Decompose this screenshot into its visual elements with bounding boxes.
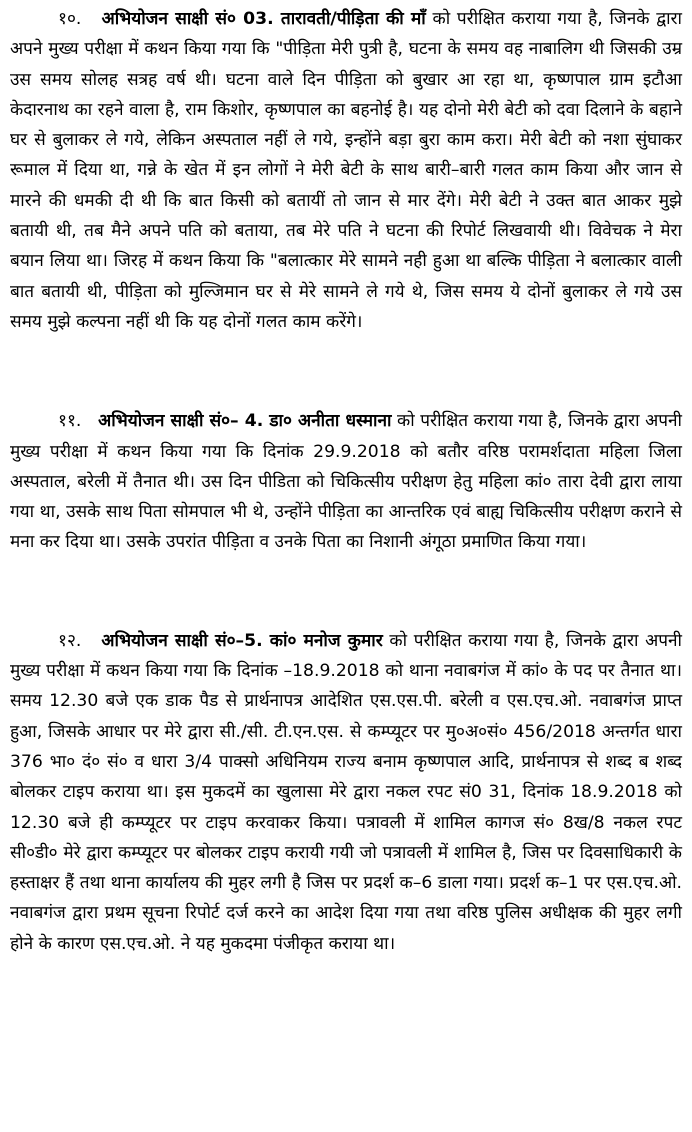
witness-heading: अभियोजन साक्षी सं०–5. कां० मनोज कुमार <box>101 630 383 651</box>
paragraph-body: को परीक्षित कराया गया है, जिनके द्वारा अपनी मुख्य परीक्षा में कथन किया गया कि दिनांक –18.9.2018 को थाना नवाबगंज में कां० के पद पर तैनात था। समय 12.30 बजे एक डाक पैड से प्रार्थनापत्र आदेशित एस.एस.पी. बरेली व एस.एच.ओ. नवाबगंज प्राप्त हुआ, जिसके आधार पर मेरे द्वारा सी./सी. टी.एन.एस. से कम्प्यूटर पर मु०अ०सं० 456/2018 अन्तर्गत धारा 376 भा० दं० सं० व धारा 3/4 पाक्सो अधिनियम राज्य बनाम कृष्णपाल आदि, प्रार्थनापत्र से शब्द ब शब्द बोलकर टाइप कराया था। इस मुकदमें का खुलासा मेरे द्वारा नकल रपट सं0 31, दिनांक 18.9.2018 को 12.30 बजे ही कम्प्यूटर पर टाइप करवाकर किया। पत्रावली में शामिल कागज सं० 8ख/8 नकल रपट सी०डी० मेरे द्वारा कम्प्यूटर पर बोलकर टाइप करायी गयी जो पत्रावली में शामिल है, जिस पर दिवसाधिकारी के हस्ताक्षर हैं तथा थाना कार्यालय की मुहर लगी है जिस पर प्रदर्श क–6 डाला गया। प्रदर्श क–1 पर एस.एच.ओ. नवाबगंज द्वारा प्रथम सूचना रिपोर्ट दर्ज करने का आदेश दिया गया तथा वरिष्ठ पुलिस अधीक्षक की मुहर लगी होने के कारण एस.एच.ओ. ने यह मुकदमा पंजीकृत कराया था। <box>10 630 683 954</box>
witness-heading: अभियोजन साक्षी सं० 03. तारावती/पीड़िता की माँ <box>101 9 426 29</box>
paragraph-body: को परीक्षित कराया गया है, जिनके द्वारा अपनी मुख्य परीक्षा में कथन किया गया कि दिनांक 29.9.2018 को बतौर वरिष्ठ परामर्शदाता महिला जिला अस्पताल, बरेली में तैनात थी। उस दिन पीडिता को चिकित्सीय परीक्षण हेतु महिला कां० तारा देवी द्वारा लाया गया था, उसके साथ पिता सोमपाल भी थे, उन्होंने पीड़िता का आन्तरिक एवं बाह्य चिकित्सीय परीक्षण कराने से मना कर दिया था। उसके उपरांत पीड़िता व उनके पिता का निशानी अंगूठा प्रमाणित किया गया। <box>10 411 682 553</box>
paragraph-number: १०. <box>58 9 82 29</box>
paragraph-10 <box>10 4 682 337</box>
witness-heading: अभियोजन साक्षी सं०– 4. डा० अनीता धस्माना <box>98 411 392 432</box>
paragraph-number: ११. <box>58 411 82 432</box>
paragraph-11 <box>10 406 682 557</box>
paragraph-12 <box>10 626 682 959</box>
paragraph-body: को परीक्षित कराया गया है, जिनके द्वारा अपने मुख्य परीक्षा में कथन किया गया कि "पीड़िता मेरी पुत्री है, घटना के समय वह नाबालिग थी जिसकी उम्र उस समय सोलह सत्रह वर्ष थी। घटना वाले दिन पीड़िता को बुखार आ रहा था, कृष्णपाल ग्राम इटौआ केदारनाथ का रहने वाला है, राम किशोर, कृष्णपाल का बहनोई है। यह दोनो मेरी बेटी को दवा दिलाने के बहाने घर से बुलाकर ले गये, लेकिन अस्पताल नहीं ले गये, इन्होंने बड़ा बुरा काम करा। मेरी बेटी को नशा सुंघाकर रूमाल में दिया था, गन्ने के खेत में इन लोगों ने मेरी बेटी के साथ बारी–बारी गलत काम किया और जान से मारने की धमकी दी थी कि बात किसी को बतायीं तो जान से मार देंगे। मेरी बेटी ने उक्त बात आकर मुझे बतायी थी, तब मैने अपने पति को बताया, तब मेरे पति ने घटना की रिपोर्ट लिखवायी थी। विवेचक ने मेरा बयान लिया था। जिरह में कथन किया कि "बलात्कार मेरे सामने नही हुआ था बल्कि पीड़िता ने बलात्कार वाली बात बतायी थी, पीड़िता को मुल्जिमान घर से मेरे सामने ले गये थे, जिस समय ये दोनों बुलाकर ले गये उस समय मुझे कल्पना नहीं थी कि यह दोनों गलत काम करेंगे। <box>10 9 683 332</box>
paragraph-number: १२. <box>58 630 82 651</box>
